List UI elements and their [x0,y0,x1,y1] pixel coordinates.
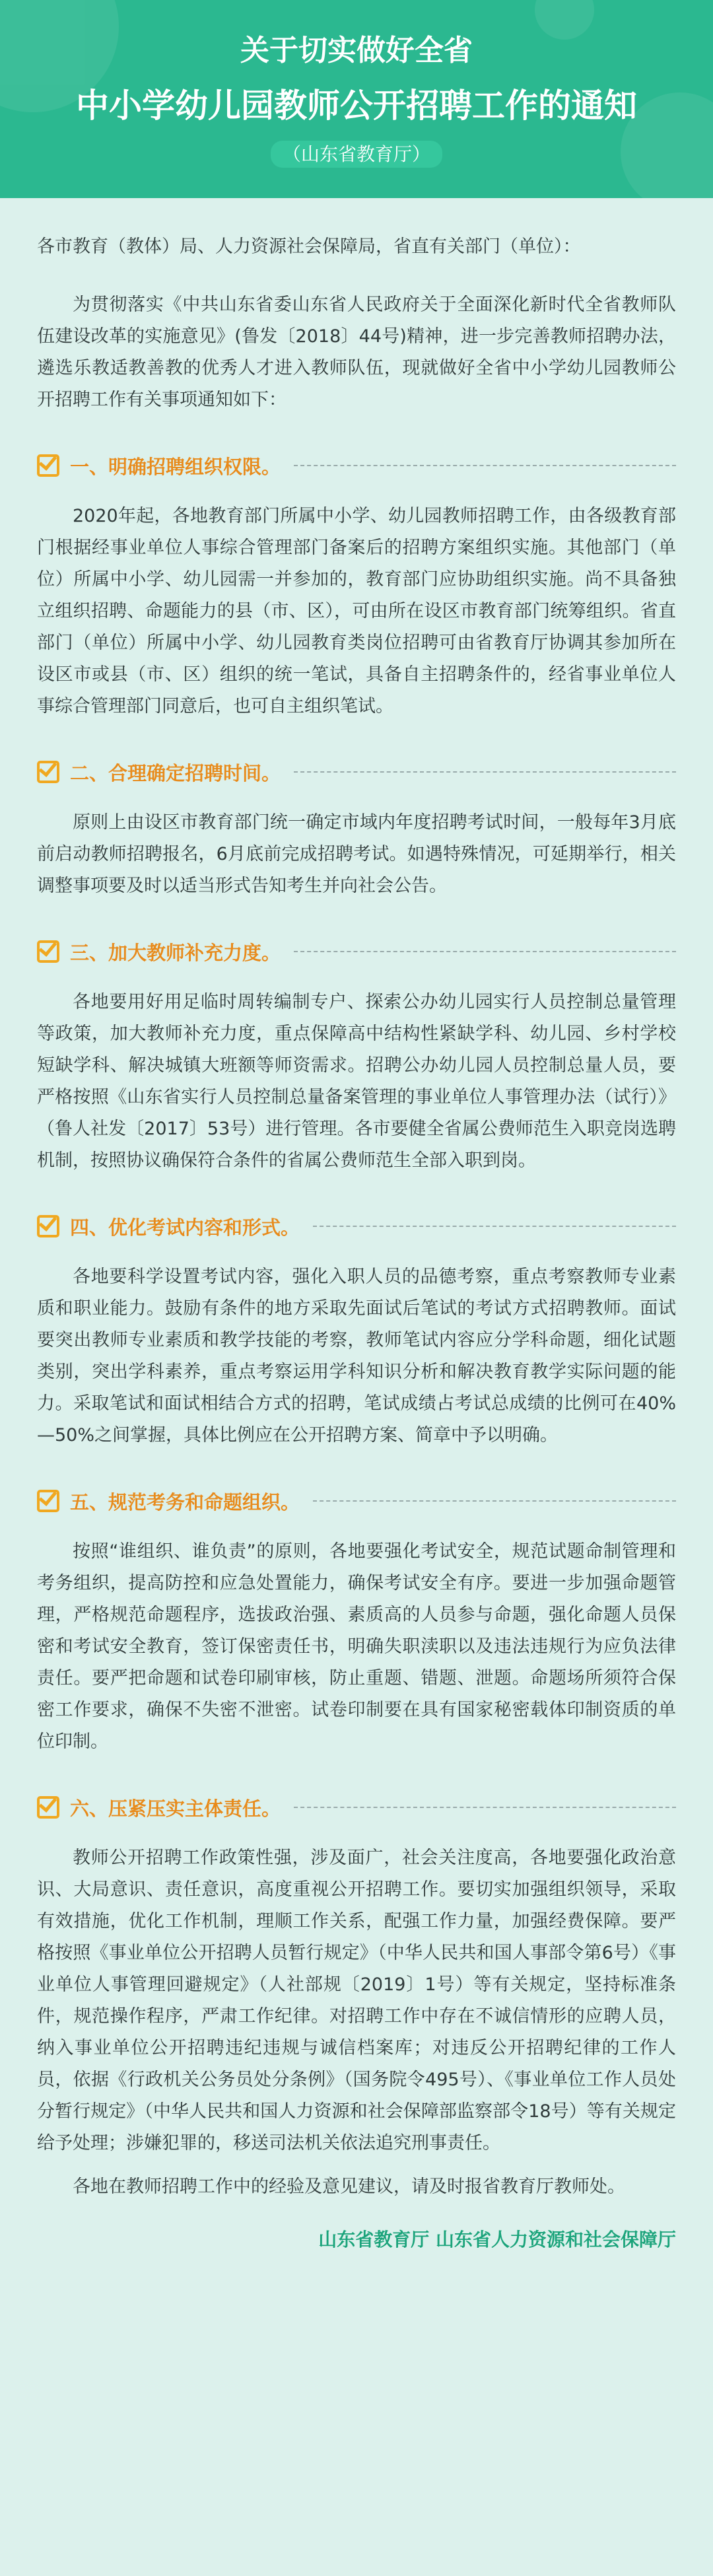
intro-paragraph: 为贯彻落实《中共山东省委山东省人民政府关于全面深化新时代全省教师队伍建设改革的实施意见》(鲁发〔2018〕44号)精神，进一步完善教师招聘办法，遴选乐教适教善教的优秀人才进入教师队伍，现就做好全省中小学幼儿园教师公开招聘工作有关事项通知如下： [37,295,676,410]
dashed-divider [313,1226,676,1227]
section-paragraph: 2020年起，各地教育部门所属中小学、幼儿园教师招聘工作，由各级教育部门根据经事业单位人事综合管理部门备案后的招聘方案组织实施。其他部门（单位）所属中小学、幼儿园需一并参加的，教育部门应协助组织实施。尚不具备独立组织招聘、命题能力的县（市、区），可由所在设区市教育部门统筹组织。省直部门（单位）所属中小学、幼儿园教育类岗位招聘可由省教育厅协调其参加所在设区市或县（市、区）组织的统一笔试，具备自主招聘条件的，经省事业单位人事综合管理部门同意后，也可自主组织笔试。 [37,506,676,716]
dashed-divider [313,1500,676,1502]
section-paragraph: 原则上由设区市教育部门统一确定市域内年度招聘考试时间，一般每年3月底前启动教师招聘报名，6月底前完成招聘考试。如遇特殊情况，可延期举行，相关调整事项要及时以适当形式告知考生并向社会公告。 [37,812,676,896]
section-heading [37,1784,676,1830]
section-title: 三、加大教师补充力度。 [70,941,281,964]
title-line-2: 中小学幼儿园教师公开招聘工作的通知 [76,87,637,125]
header-banner [0,0,713,198]
section-heading [37,1203,676,1249]
section-title: 二、合理确定招聘时间。 [70,761,281,784]
checkbox-icon [37,454,59,477]
section-heading [37,928,676,975]
section-title: 五、规范考务和命题组织。 [70,1490,300,1514]
issuer-text: （山东省教育厅） [271,141,442,168]
section-paragraph: 各地要科学设置考试内容，强化入职人员的品德考察，重点考察教师专业素质和职业能力。鼓励有条件的地方采取先面试后笔试的考试方式招聘教师。面试要突出教师专业素质和教学技能的考察，教师笔试内容应分学科命题，细化试题类别，突出学科素养，重点考察运用学科知识分析和解决教育教学实际问题的能力。采取笔试和面试相结合方式的招聘，笔试成绩占考试总成绩的比例可在40%—50%之间掌握，具体比例应在公开招聘方案、简章中予以明确。 [37,1267,676,1445]
signature: 山东省教育厅 山东省人力资源和社会保障厅 [318,2229,676,2250]
title-line-1: 关于切实做好全省 [240,34,473,67]
section-heading [37,1478,676,1524]
dashed-divider [294,771,676,773]
checkbox-icon [37,1796,59,1819]
dashed-divider [294,951,676,952]
notice-body [0,198,713,2252]
section-title: 一、明确招聘组织权限。 [70,455,281,478]
dashed-divider [294,465,676,466]
checkbox-icon [37,940,59,963]
closing-paragraph: 各地在教师招聘工作中的经验及意见建议，请及时报省教育厅教师处。 [73,2176,625,2197]
section-heading [37,442,676,489]
section-heading [37,749,676,795]
checkbox-icon [37,1490,59,1512]
section-title: 四、优化考试内容和形式。 [70,1216,300,1239]
checkbox-icon [37,761,59,783]
section-paragraph: 按照“谁组织、谁负责”的原则，各地要强化考试安全，规范试题命制管理和考务组织，提高防控和应急处置能力，确保考试安全有序。要进一步加强命题管理，严格规范命题程序，选拔政治强、素质高的人员参与命题，强化命题人员保密和考试安全教育，签订保密责任书，明确失职渎职以及违法违规行为应负法律责任。要严把命题和试卷印刷审核，防止重题、错题、泄题。命题场所须符合保密工作要求，确保不失密不泄密。试卷印制要在具有国家秘密载体印制资质的单位印制。 [37,1541,676,1752]
section-title: 六、压紧压实主体责任。 [70,1797,281,1820]
issuer-label [0,140,713,166]
dashed-divider [294,1807,676,1808]
section-paragraph: 各地要用好用足临时周转编制专户、探索公办幼儿园实行人员控制总量管理等政策，加大教师补充力度，重点保障高中结构性紧缺学科、幼儿园、乡村学校短缺学科、解决城镇大班额等师资需求。招聘公办幼儿园人员控制总量人员，要严格按照《山东省实行人员控制总量备案管理的事业单位人事管理办法（试行）》（鲁人社发〔2017〕53号）进行管理。各市要健全省属公费师范生入职竞岗选聘机制，按照协议确保符合条件的省属公费师范生全部入职到岗。 [37,992,676,1171]
salutation: 各市教育（教体）局、人力资源社会保障局，省直有关部门（单位）： [37,236,581,257]
section-paragraph: 教师公开招聘工作政策性强，涉及面广，社会关注度高，各地要强化政治意识、大局意识、责任意识，高度重视公开招聘工作。要切实加强组织领导，采取有效措施，优化工作机制，理顺工作关系，配强工作力量，加强经费保障。要严格按照《事业单位公开招聘人员暂行规定》（中华人民共和国人事部令第6号）《事业单位人事管理回避规定》（人社部规〔2019〕1号）等有关规定，坚持标准条件，规范操作程序，严肃工作纪律。对招聘工作中存在不诚信情形的应聘人员，纳入事业单位公开招聘违纪违规与诚信档案库；对违反公开招聘纪律的工作人员，依据《行政机关公务员处分条例》（国务院令495号）、《事业单位工作人员处分暂行规定》（中华人民共和国人力资源和社会保障部监察部令18号）等有关规定给予处理；涉嫌犯罪的，移送司法机关依法追究刑事责任。 [37,1848,676,2153]
checkbox-icon [37,1215,59,1237]
